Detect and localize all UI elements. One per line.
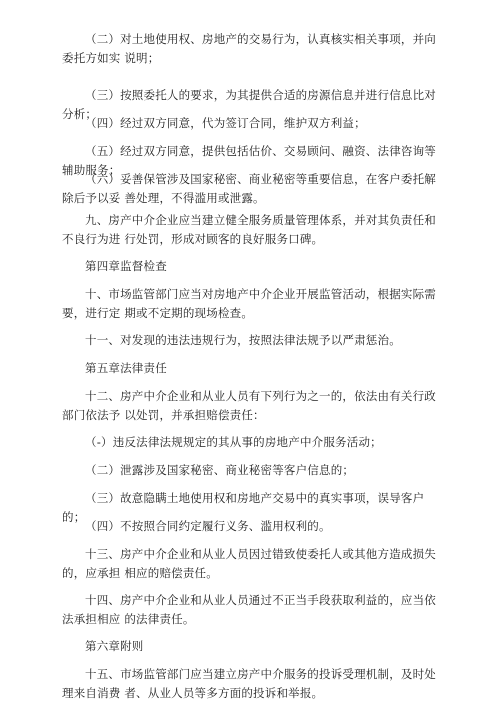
paragraph-article-11: 十一、对发现的违法违规行为，按照法律法规予以严肃惩治。: [85, 333, 401, 347]
chapter-4-heading: 第四章监督检查: [85, 259, 167, 273]
chapter-5-heading: 第五章法律责任: [85, 361, 167, 375]
paragraph-article-14: 十四、房产中介企业和从业人员通过不正当手段获取利益的，应当依法承担相应 的法律责任。: [62, 593, 436, 626]
violation-item-4: （四）不按照合同约定履行义务、滥用权利的。: [85, 519, 331, 533]
paragraph-item-2: （二）对土地使用权、房地产的交易行为，认真核实相关事项，并向委托方如实 说明；: [62, 32, 436, 65]
paragraph-item-5: （五）经过双方同意，提供包括估价、交易顾问、融资、法律咨询等辅助服务；: [62, 144, 436, 177]
violation-item-3: （三）故意隐瞒土地使用权和房地产交易中的真实事项，误导客户的；: [62, 491, 425, 524]
paragraph-article-10: 十、市场监管部门应当对房地产中介企业开展监管活动，根据实际需要，进行定 期或不定期的现场检查。: [62, 287, 436, 320]
paragraph-article-13: 十三、房产中介企业和从业人员因过错致使委托人或其他方造成损失的，应承担 相应的赔偿责任。: [62, 547, 436, 580]
paragraph-article-15: 十五、市场监管部门应当建立房产中介服务的投诉受理机制，及时处理来自消费 者、从业人员等多方面的投诉和举报。: [62, 667, 436, 700]
violation-item-1: （-）违反法律法规规定的其从事的房地产中介服务活动；: [85, 435, 382, 449]
paragraph-article-9: 九、房产中介企业应当建立健全服务质量管理体系，并对其负责任和不良行为进 行处罚，形成对顾客的良好服务口碑。: [62, 213, 436, 246]
paragraph-item-3: （三）按照委托人的要求，为其提供合适的房源信息并进行信息比对分析；: [62, 88, 436, 121]
chapter-6-heading: 第六章附则: [85, 639, 144, 653]
violation-item-2: （二）泄露涉及国家秘密、商业秘密等客户信息的；: [85, 463, 355, 477]
paragraph-item-4: （四）经过双方同意，代为签订合同，维护双方利益；: [85, 116, 366, 130]
paragraph-item-6: （六）妥善保管涉及国家秘密、商业秘密等重要信息，在客户委托解除后予以妥 善处理，不得滥用或泄露。: [62, 172, 436, 205]
paragraph-article-12: 十二、房产中介企业和从业人员有下列行为之一的，依法由有关行政部门依法予 以处罚，并承担赔偿责任：: [62, 389, 436, 422]
